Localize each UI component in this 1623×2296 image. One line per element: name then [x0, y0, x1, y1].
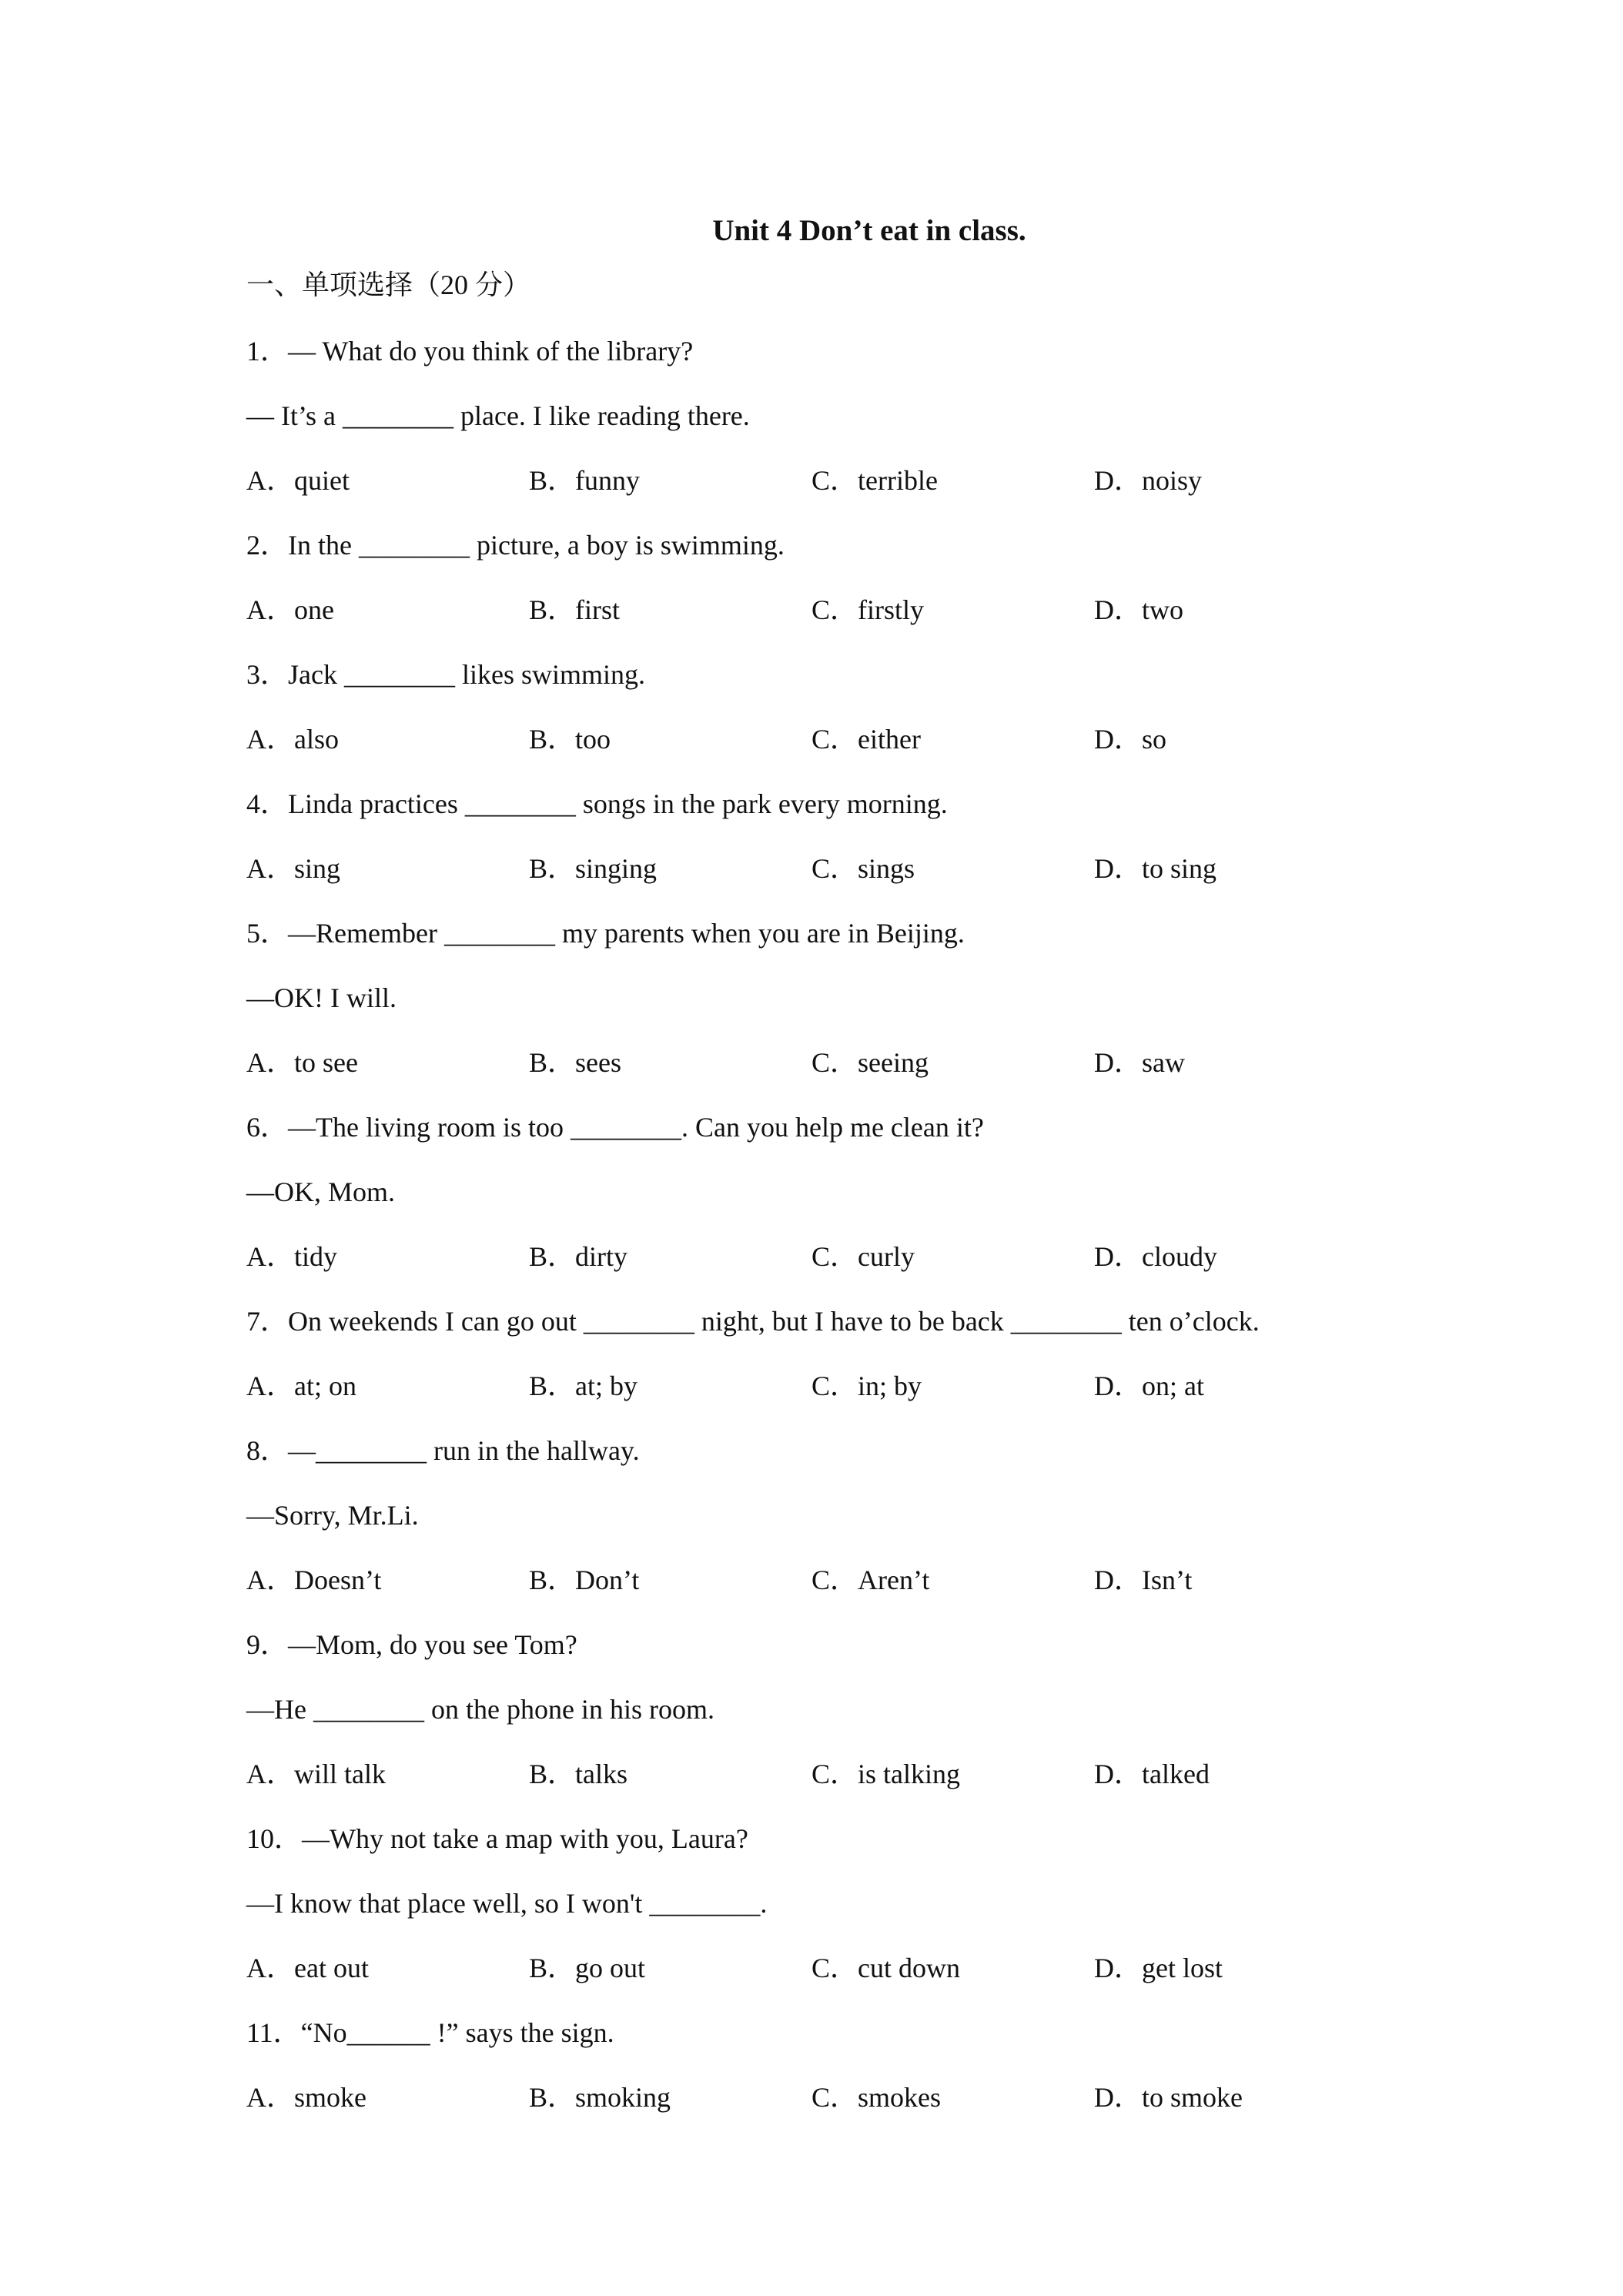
answer-option[interactable]: D．to smoke [1094, 2082, 1243, 2113]
question-response: —OK, Mom. [246, 1176, 396, 1207]
answer-options [246, 2065, 1377, 2130]
answer-options [246, 577, 1377, 642]
question-item [246, 1289, 1377, 1418]
question-stem: 9．—Mom, do you see Tom? [246, 1629, 577, 1660]
answer-option[interactable]: D．cloudy [1094, 1241, 1217, 1272]
question-item [246, 1095, 1377, 1289]
answer-option[interactable]: A．to see [246, 1047, 358, 1078]
answer-option[interactable]: B．singing [529, 853, 658, 884]
question-response: —I know that place well, so I won't ________. [246, 1888, 768, 1919]
answer-option[interactable]: D．two [1094, 594, 1183, 625]
question-stem: 3．Jack ________ likes swimming. [246, 659, 645, 690]
question-list [246, 319, 1377, 2130]
answer-options [246, 1936, 1377, 2000]
answer-option[interactable]: D．talked [1094, 1759, 1210, 1789]
answer-option[interactable]: C．cut down [812, 1953, 960, 1983]
question-stem: 5．—Remember ________ my parents when you are in Beijing. [246, 918, 965, 949]
answer-option[interactable]: D．Isn’t [1094, 1565, 1193, 1595]
answer-options [246, 707, 1377, 771]
answer-option[interactable]: B．too [529, 724, 611, 755]
answer-options [246, 1742, 1377, 1806]
page-title: Unit 4 Don’t eat in class. [712, 214, 1026, 247]
answer-option[interactable]: C．sings [812, 853, 915, 884]
answer-option[interactable]: B．at; by [529, 1371, 637, 1401]
answer-option[interactable]: B．smoking [529, 2082, 671, 2113]
answer-option[interactable]: B．Don’t [529, 1565, 640, 1595]
answer-options [246, 448, 1377, 513]
answer-option[interactable]: C．firstly [812, 594, 925, 625]
question-stem: 7．On weekends I can go out ________ night, but I have to be back ________ ten o’clock. [246, 1306, 1260, 1337]
section-heading: 一、单项选择（20 分） [246, 269, 531, 300]
answer-option[interactable]: D．so [1094, 724, 1167, 755]
answer-option[interactable]: A．quiet [246, 465, 350, 496]
answer-options [246, 836, 1377, 901]
question-item [246, 771, 1377, 901]
answer-option[interactable]: A．one [246, 594, 334, 625]
question-stem: 4．Linda practices ________ songs in the park every morning. [246, 788, 948, 819]
answer-option[interactable]: C．is talking [812, 1759, 961, 1789]
answer-options [246, 1224, 1377, 1289]
question-response: —He ________ on the phone in his room. [246, 1694, 714, 1725]
answer-option[interactable]: D．to sing [1094, 853, 1217, 884]
answer-option[interactable]: C．smokes [812, 2082, 942, 2113]
answer-option[interactable]: B．sees [529, 1047, 621, 1078]
answer-option[interactable]: A．smoke [246, 2082, 366, 2113]
question-stem: 11．“No______ !” says the sign. [246, 2017, 614, 2048]
question-response: —OK! I will. [246, 982, 397, 1013]
answer-option[interactable]: D．noisy [1094, 465, 1203, 496]
answer-option[interactable]: D．get lost [1094, 1953, 1223, 1983]
answer-option[interactable]: A．at; on [246, 1371, 356, 1401]
answer-option[interactable]: B．go out [529, 1953, 646, 1983]
question-stem: 2．In the ________ picture, a boy is swimming. [246, 530, 785, 561]
question-item [246, 2000, 1377, 2130]
answer-option[interactable]: A．tidy [246, 1241, 338, 1272]
answer-option[interactable]: A．will talk [246, 1759, 386, 1789]
question-item [246, 1418, 1377, 1612]
answer-option[interactable]: A．eat out [246, 1953, 369, 1983]
question-item [246, 513, 1377, 642]
answer-option[interactable]: B．funny [529, 465, 641, 496]
answer-option[interactable]: C．curly [812, 1241, 915, 1272]
question-stem: 1．— What do you think of the library? [246, 336, 694, 366]
answer-option[interactable]: C．Aren’t [812, 1565, 930, 1595]
question-response: —Sorry, Mr.Li. [246, 1500, 419, 1531]
question-stem: 8．—________ run in the hallway. [246, 1435, 640, 1466]
answer-option[interactable]: A．sing [246, 853, 341, 884]
question-item [246, 1612, 1377, 1806]
answer-option[interactable]: A．Doesn’t [246, 1565, 382, 1595]
answer-options [246, 1030, 1377, 1095]
question-item [246, 1806, 1377, 2000]
question-stem: 6．—The living room is too ________. Can you help me clean it? [246, 1112, 984, 1143]
answer-option[interactable]: B．first [529, 594, 621, 625]
answer-option[interactable]: B．talks [529, 1759, 628, 1789]
answer-option[interactable]: C．terrible [812, 465, 938, 496]
answer-option[interactable]: C．in; by [812, 1371, 922, 1401]
question-response: — It’s a ________ place. I like reading there. [246, 400, 750, 431]
answer-option[interactable]: D．on; at [1094, 1371, 1204, 1401]
answer-option[interactable]: A．also [246, 724, 339, 755]
question-item [246, 642, 1377, 771]
question-stem: 10．—Why not take a map with you, Laura? [246, 1823, 748, 1854]
question-item [246, 319, 1377, 513]
answer-option[interactable]: C．seeing [812, 1047, 929, 1078]
answer-options [246, 1548, 1377, 1612]
answer-option[interactable]: D．saw [1094, 1047, 1185, 1078]
question-item [246, 901, 1377, 1095]
answer-option[interactable]: C．either [812, 724, 921, 755]
answer-option[interactable]: B．dirty [529, 1241, 628, 1272]
answer-options [246, 1354, 1377, 1418]
worksheet-page [246, 208, 1377, 2130]
